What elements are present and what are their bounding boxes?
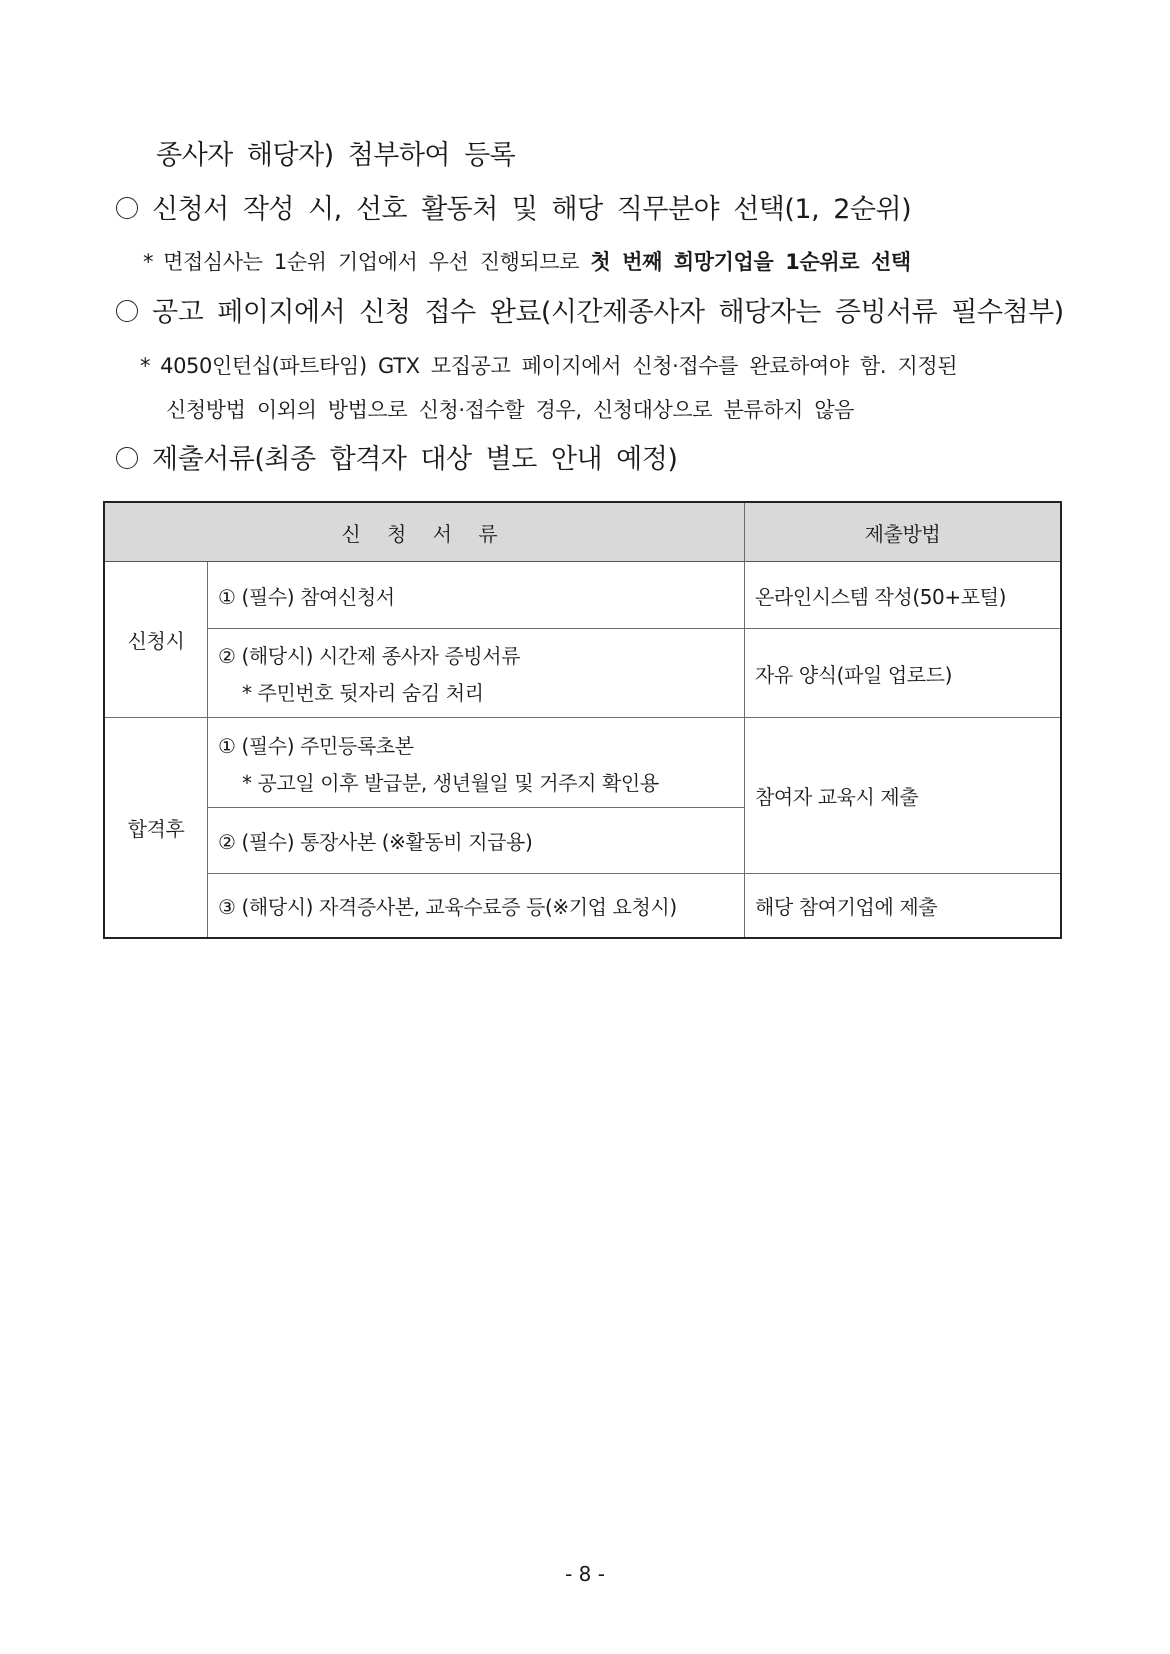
item-online-application bbox=[116, 299, 1064, 326]
table-row bbox=[104, 874, 1061, 938]
note-emphasis: 첫 번째 희망기업을 1순위로 선택 bbox=[590, 250, 911, 274]
doc-cell: ② (필수) 통장사본 (※활동비 지급용) bbox=[208, 808, 745, 874]
method-cell: 온라인시스템 작성(50+포털) bbox=[745, 562, 1062, 629]
documents-table bbox=[103, 501, 1062, 939]
asterisk-icon: * bbox=[140, 354, 151, 378]
item-text: 제출서류(최종 합격자 대상 별도 안내 예정) bbox=[152, 444, 678, 475]
note-application-page bbox=[140, 356, 957, 377]
method-cell: 자유 양식(파일 업로드) bbox=[745, 629, 1062, 718]
asterisk-icon: * bbox=[143, 250, 154, 274]
doc-cell: ① (필수) 참여신청서 bbox=[208, 562, 745, 629]
item-text: 신청서 작성 시, 선호 활동처 및 해당 직무분야 선택(1, 2순위) bbox=[152, 194, 912, 225]
continuation-text: 종사자 해당자) 첨부하여 등록 bbox=[156, 140, 516, 171]
table-row bbox=[104, 718, 1061, 808]
doc-title: ① (필수) 주민등록초본 bbox=[218, 733, 414, 758]
doc-title: ② (해당시) 시간제 종사자 증빙서류 bbox=[218, 644, 521, 668]
header-method: 제출방법 bbox=[745, 502, 1062, 562]
item-submission-docs bbox=[116, 446, 677, 473]
doc-cell: ③ (해당시) 자격증사본, 교육수료증 등(※기업 요청시) bbox=[208, 874, 745, 938]
method-cell: 해당 참여기업에 제출 bbox=[745, 874, 1062, 938]
page-number: - 8 - bbox=[565, 1562, 605, 1586]
note-text: 면접심사는 1순위 기업에서 우선 진행되므로 bbox=[163, 250, 591, 274]
note-application-page-cont: 신청방법 이외의 방법으로 신청·접수할 경우, 신청대상으로 분류하지 않음 bbox=[166, 398, 855, 422]
circle-bullet-icon bbox=[116, 300, 138, 322]
method-cell: 참여자 교육시 제출 bbox=[745, 718, 1062, 874]
circle-bullet-icon bbox=[116, 197, 138, 219]
doc-note: * 공고일 이후 발급분, 생년월일 및 거주지 확인용 bbox=[242, 770, 659, 795]
doc-note: * 주민번호 뒷자리 숨김 처리 bbox=[242, 681, 484, 705]
header-documents: 신 청 서 류 bbox=[104, 502, 745, 562]
circle-bullet-icon bbox=[116, 447, 138, 469]
table-row bbox=[104, 629, 1061, 718]
doc-cell bbox=[208, 629, 745, 718]
table-header-row bbox=[104, 502, 1061, 562]
category-cell: 신청시 bbox=[104, 562, 208, 718]
category-cell: 합격후 bbox=[104, 718, 208, 938]
note-interview-priority bbox=[143, 252, 911, 273]
item-text: 공고 페이지에서 신청 접수 완료(시간제종사자 해당자는 증빙서류 필수첨부) bbox=[152, 297, 1064, 328]
note-text: 4050인턴십(파트타임) GTX 모집공고 페이지에서 신청·접수를 완료하여야 함. 지정된 bbox=[160, 354, 958, 378]
doc-cell bbox=[208, 718, 745, 808]
item-preferred-selection bbox=[116, 196, 911, 223]
table-row bbox=[104, 562, 1061, 629]
